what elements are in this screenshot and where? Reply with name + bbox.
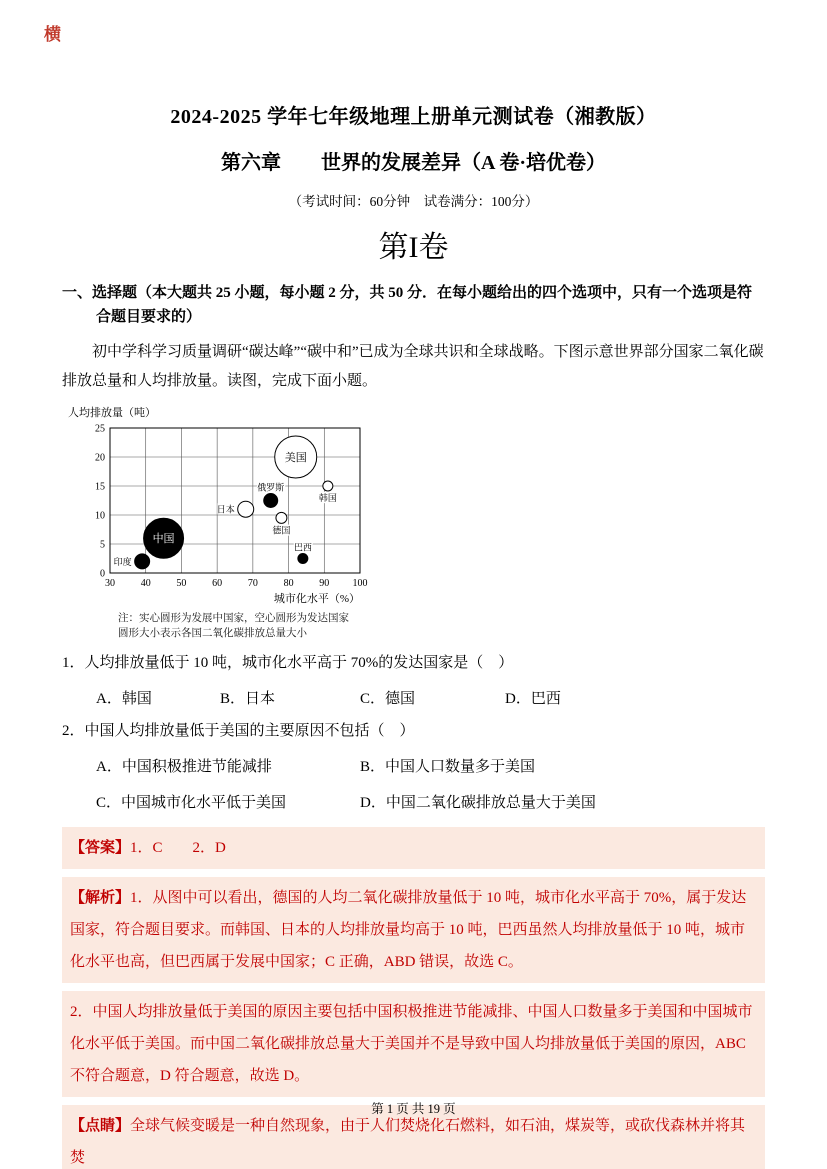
svg-text:20: 20 [95,452,105,464]
svg-text:德国: 德国 [272,525,291,536]
question-1-option-a: A．韩国 [96,691,152,707]
answer-text: 1．C 2．D [130,840,226,856]
analysis-text-1: 1．从图中可以看出，德国的人均二氧化碳排放量低于 10 吨，城市化水平高于 70%，属于发达国家，符合题目要求。而韩国、日本的人均排放量均高于 10 吨，巴西虽然人均排放量低于 10 吨，城市化水平也高，但巴西属于发展中国家；C 正确，ABD 错误，故选 C。 [70,890,747,970]
question-2-option-c: C．中国城市化水平低于美国 [96,795,287,811]
question-1-option-b: B．日本 [220,691,276,707]
analysis-text-2: 2．中国人均排放量低于美国的原因主要包括中国积极推进节能减排、中国人口数量多于美国和中国城市化水平低于美国。而中国二氧化碳排放总量大于美国并不是导致中国人均排放量低于美国的原因，ABC 不符合题意，D 符合题意，故选 D。 [70,1004,753,1084]
svg-text:60: 60 [212,578,223,589]
question-2-stem: 2．中国人均排放量低于美国的主要原因不包括（ ） [62,723,415,739]
analysis-label: 【解析】 [70,890,131,906]
svg-text:40: 40 [140,578,151,589]
svg-text:25: 25 [95,423,105,435]
chart-note-line-1: 注：实心圆形为发展中国家，空心圆形为发达国家 [118,613,349,624]
key-point-label: 【点睛】 [70,1118,131,1134]
svg-text:15: 15 [95,481,105,493]
svg-text:0: 0 [100,568,105,580]
emissions-bubble-chart [68,404,380,610]
svg-text:70: 70 [247,578,258,589]
svg-text:80: 80 [283,578,294,589]
question-1-stem: 1．人均排放量低于 10 吨，城市化水平高于 70%的发达国家是（ ） [62,655,514,671]
svg-text:美国: 美国 [284,452,307,464]
svg-text:韩国: 韩国 [318,493,337,503]
analysis-paragraph-2 [62,991,765,1097]
chapter-subtitle: 第六章 世界的发展差异（A 卷·培优卷） [220,152,606,174]
svg-text:城市化水平（%）: 城市化水平（%） [273,593,360,605]
question-1 [62,652,765,708]
question-2-option-d: D．中国二氧化碳排放总量大于美国 [360,795,596,811]
svg-text:俄罗斯: 俄罗斯 [257,482,285,493]
question-intro: 初中学科学习质量调研“碳达峰”“碳中和”已成为全球共识和全球战略。下图示意世界部分国家二氧化碳排放总量和人均排放量。读图，完成下面小题。 [62,344,764,389]
svg-text:巴西: 巴西 [293,542,312,553]
corner-red-mark: 横 [44,25,61,44]
section-heading: 一、选择题（本大题共 25 小题，每小题 2 分，共 50 分．在每小题给出的四个选项中，只有一个选项是符合题目要求的） [62,285,753,325]
question-2-options [62,755,765,812]
question-1-options [62,687,765,708]
page-content [62,100,765,1169]
svg-text:90: 90 [319,578,330,589]
emissions-chart-block [62,404,765,640]
svg-text:5: 5 [100,539,105,551]
answer-label: 【答案】 [70,840,131,856]
svg-text:日本: 日本 [216,504,235,515]
svg-text:人均排放量（吨）: 人均排放量（吨） [68,407,156,419]
paper-title: 2024-2025 学年七年级地理上册单元测试卷（湘教版） [170,106,657,128]
question-2-option-b: B．中国人口数量多于美国 [360,759,536,775]
question-2-option-a: A．中国积极推进节能减排 [96,759,272,775]
key-point-text: 全球气候变暖是一种自然现象，由于人们焚烧化石燃料，如石油，煤炭等，或砍伐森林并将其焚 [70,1118,746,1166]
svg-text:30: 30 [105,578,115,589]
svg-text:印度: 印度 [113,556,132,567]
part-title: 第I卷 [378,231,449,264]
svg-text:50: 50 [176,578,187,589]
page-footer: 第 1 页 共 19 页 [371,1102,456,1116]
analysis-paragraph-1 [62,877,765,983]
question-1-option-c: C．德国 [360,691,416,707]
svg-text:中国: 中国 [152,533,175,546]
answer-block [62,827,765,869]
svg-text:10: 10 [95,510,105,522]
exam-info: （考试时间：60分钟 试卷满分：100分） [288,194,539,209]
chart-note-line-2: 圆形大小表示各国二氧化碳排放总量大小 [118,628,307,639]
svg-text:100: 100 [352,578,368,589]
question-2 [62,720,765,812]
question-1-option-d: D．巴西 [505,691,561,707]
